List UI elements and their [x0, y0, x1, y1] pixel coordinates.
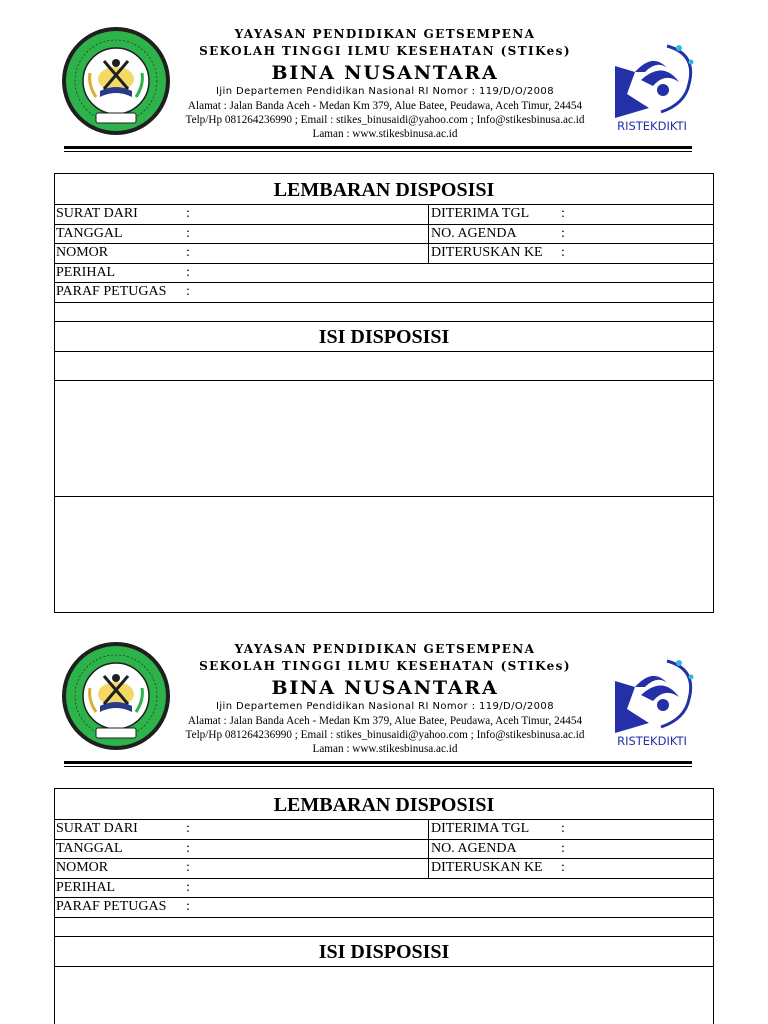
label-no-agenda: NO. AGENDA	[431, 225, 517, 241]
row-paraf-petugas	[54, 898, 714, 918]
label-nomor: NOMOR	[56, 245, 109, 260]
colon: :	[186, 225, 190, 241]
colon: :	[186, 860, 190, 875]
row-tanggal	[54, 840, 714, 860]
colon: :	[186, 821, 190, 836]
label-nomor: NOMOR	[56, 860, 109, 875]
letterhead-rule-thin	[64, 151, 692, 152]
colon: :	[186, 840, 190, 856]
isi-disposisi-title: ISI DISPOSISI	[54, 937, 714, 967]
row-surat-dari	[54, 820, 714, 840]
colon: :	[561, 860, 565, 875]
foundation-name: YAYASAN PENDIDIKAN GETSEMPENA	[234, 27, 536, 41]
colon: :	[186, 245, 190, 260]
label-diteruskan-ke: DITERUSKAN KE	[431, 860, 543, 875]
row-perihal	[54, 879, 714, 899]
isi-disposisi-line	[54, 967, 714, 1024]
label-paraf-petugas: PARAF PETUGAS	[56, 284, 167, 299]
address: Alamat : Jalan Banda Aceh - Medan Km 379, Alue Batee, Peudawa, Aceh Timur, 24454	[187, 100, 583, 112]
colon: :	[561, 206, 565, 221]
colon: :	[186, 284, 190, 299]
stikes-seal-logo	[60, 25, 172, 137]
label-tanggal: TANGGAL	[56, 225, 123, 241]
colon: :	[186, 206, 190, 221]
row-tanggal	[54, 225, 714, 245]
contact-info: Telp/Hp 081264236990 ; Email : stikes_binusaidi@yahoo.com ; Info@stikesbinusa.ac.id	[185, 114, 585, 126]
license-number: Ijin Departemen Pendidikan Nasional RI Nomor : 119/D/O/2008	[216, 86, 554, 97]
institution-name: BINA NUSANTARA	[271, 677, 499, 699]
label-surat-dari: SURAT DARI	[56, 821, 138, 836]
colon: :	[561, 245, 565, 260]
blank-row	[54, 303, 714, 322]
label-surat-dari: SURAT DARI	[56, 206, 138, 221]
website: Laman : www.stikesbinusa.ac.id	[312, 743, 458, 755]
letterhead	[0, 635, 768, 770]
row-surat-dari	[54, 205, 714, 225]
letterhead-text	[170, 641, 600, 756]
disposition-form	[54, 788, 714, 1024]
school-name: SEKOLAH TINGGI ILMU KESEHATAN (STIKes)	[199, 659, 571, 673]
colon: :	[186, 264, 190, 280]
label-perihal: PERIHAL	[56, 879, 116, 895]
website: Laman : www.stikesbinusa.ac.id	[312, 128, 458, 140]
letterhead-text	[170, 26, 600, 141]
label-diterima-tgl: DITERIMA TGL	[431, 821, 530, 836]
address: Alamat : Jalan Banda Aceh - Medan Km 379, Alue Batee, Peudawa, Aceh Timur, 24454	[187, 715, 583, 727]
license-number: Ijin Departemen Pendidikan Nasional RI Nomor : 119/D/O/2008	[216, 701, 554, 712]
row-paraf-petugas	[54, 283, 714, 303]
ristekdikti-label: RISTEKDIKTI	[617, 119, 687, 133]
colon: :	[561, 225, 565, 241]
colon: :	[186, 899, 190, 914]
letterhead-rule-thin	[64, 766, 692, 767]
ristekdikti-logo	[605, 653, 700, 748]
letterhead-rule-thick	[64, 146, 692, 149]
isi-disposisi-line	[54, 352, 714, 381]
contact-info: Telp/Hp 081264236990 ; Email : stikes_binusaidi@yahoo.com ; Info@stikesbinusa.ac.id	[185, 729, 585, 741]
colon: :	[186, 879, 190, 895]
row-perihal	[54, 264, 714, 284]
label-diterima-tgl: DITERIMA TGL	[431, 206, 530, 221]
letterhead	[0, 20, 768, 155]
colon: :	[561, 821, 565, 836]
isi-disposisi-box-2	[54, 497, 714, 613]
label-tanggal: TANGGAL	[56, 840, 123, 856]
colon: :	[561, 840, 565, 856]
form-title: LEMBARAN DISPOSISI	[54, 788, 714, 820]
letterhead-rule-thick	[64, 761, 692, 764]
row-nomor	[54, 244, 714, 264]
isi-disposisi-box-1	[54, 381, 714, 497]
isi-disposisi-title: ISI DISPOSISI	[54, 322, 714, 352]
label-perihal: PERIHAL	[56, 264, 116, 280]
disposition-form	[54, 173, 714, 613]
form-title: LEMBARAN DISPOSISI	[54, 173, 714, 205]
ristekdikti-logo	[605, 38, 700, 133]
ristekdikti-label: RISTEKDIKTI	[617, 734, 687, 748]
label-diteruskan-ke: DITERUSKAN KE	[431, 245, 543, 260]
school-name: SEKOLAH TINGGI ILMU KESEHATAN (STIKes)	[199, 44, 571, 58]
label-no-agenda: NO. AGENDA	[431, 840, 517, 856]
row-nomor	[54, 859, 714, 879]
blank-row	[54, 918, 714, 937]
label-paraf-petugas: PARAF PETUGAS	[56, 899, 167, 914]
stikes-seal-logo	[60, 640, 172, 752]
institution-name: BINA NUSANTARA	[271, 62, 499, 84]
foundation-name: YAYASAN PENDIDIKAN GETSEMPENA	[234, 642, 536, 656]
disposition-sheet-2	[0, 615, 768, 1024]
